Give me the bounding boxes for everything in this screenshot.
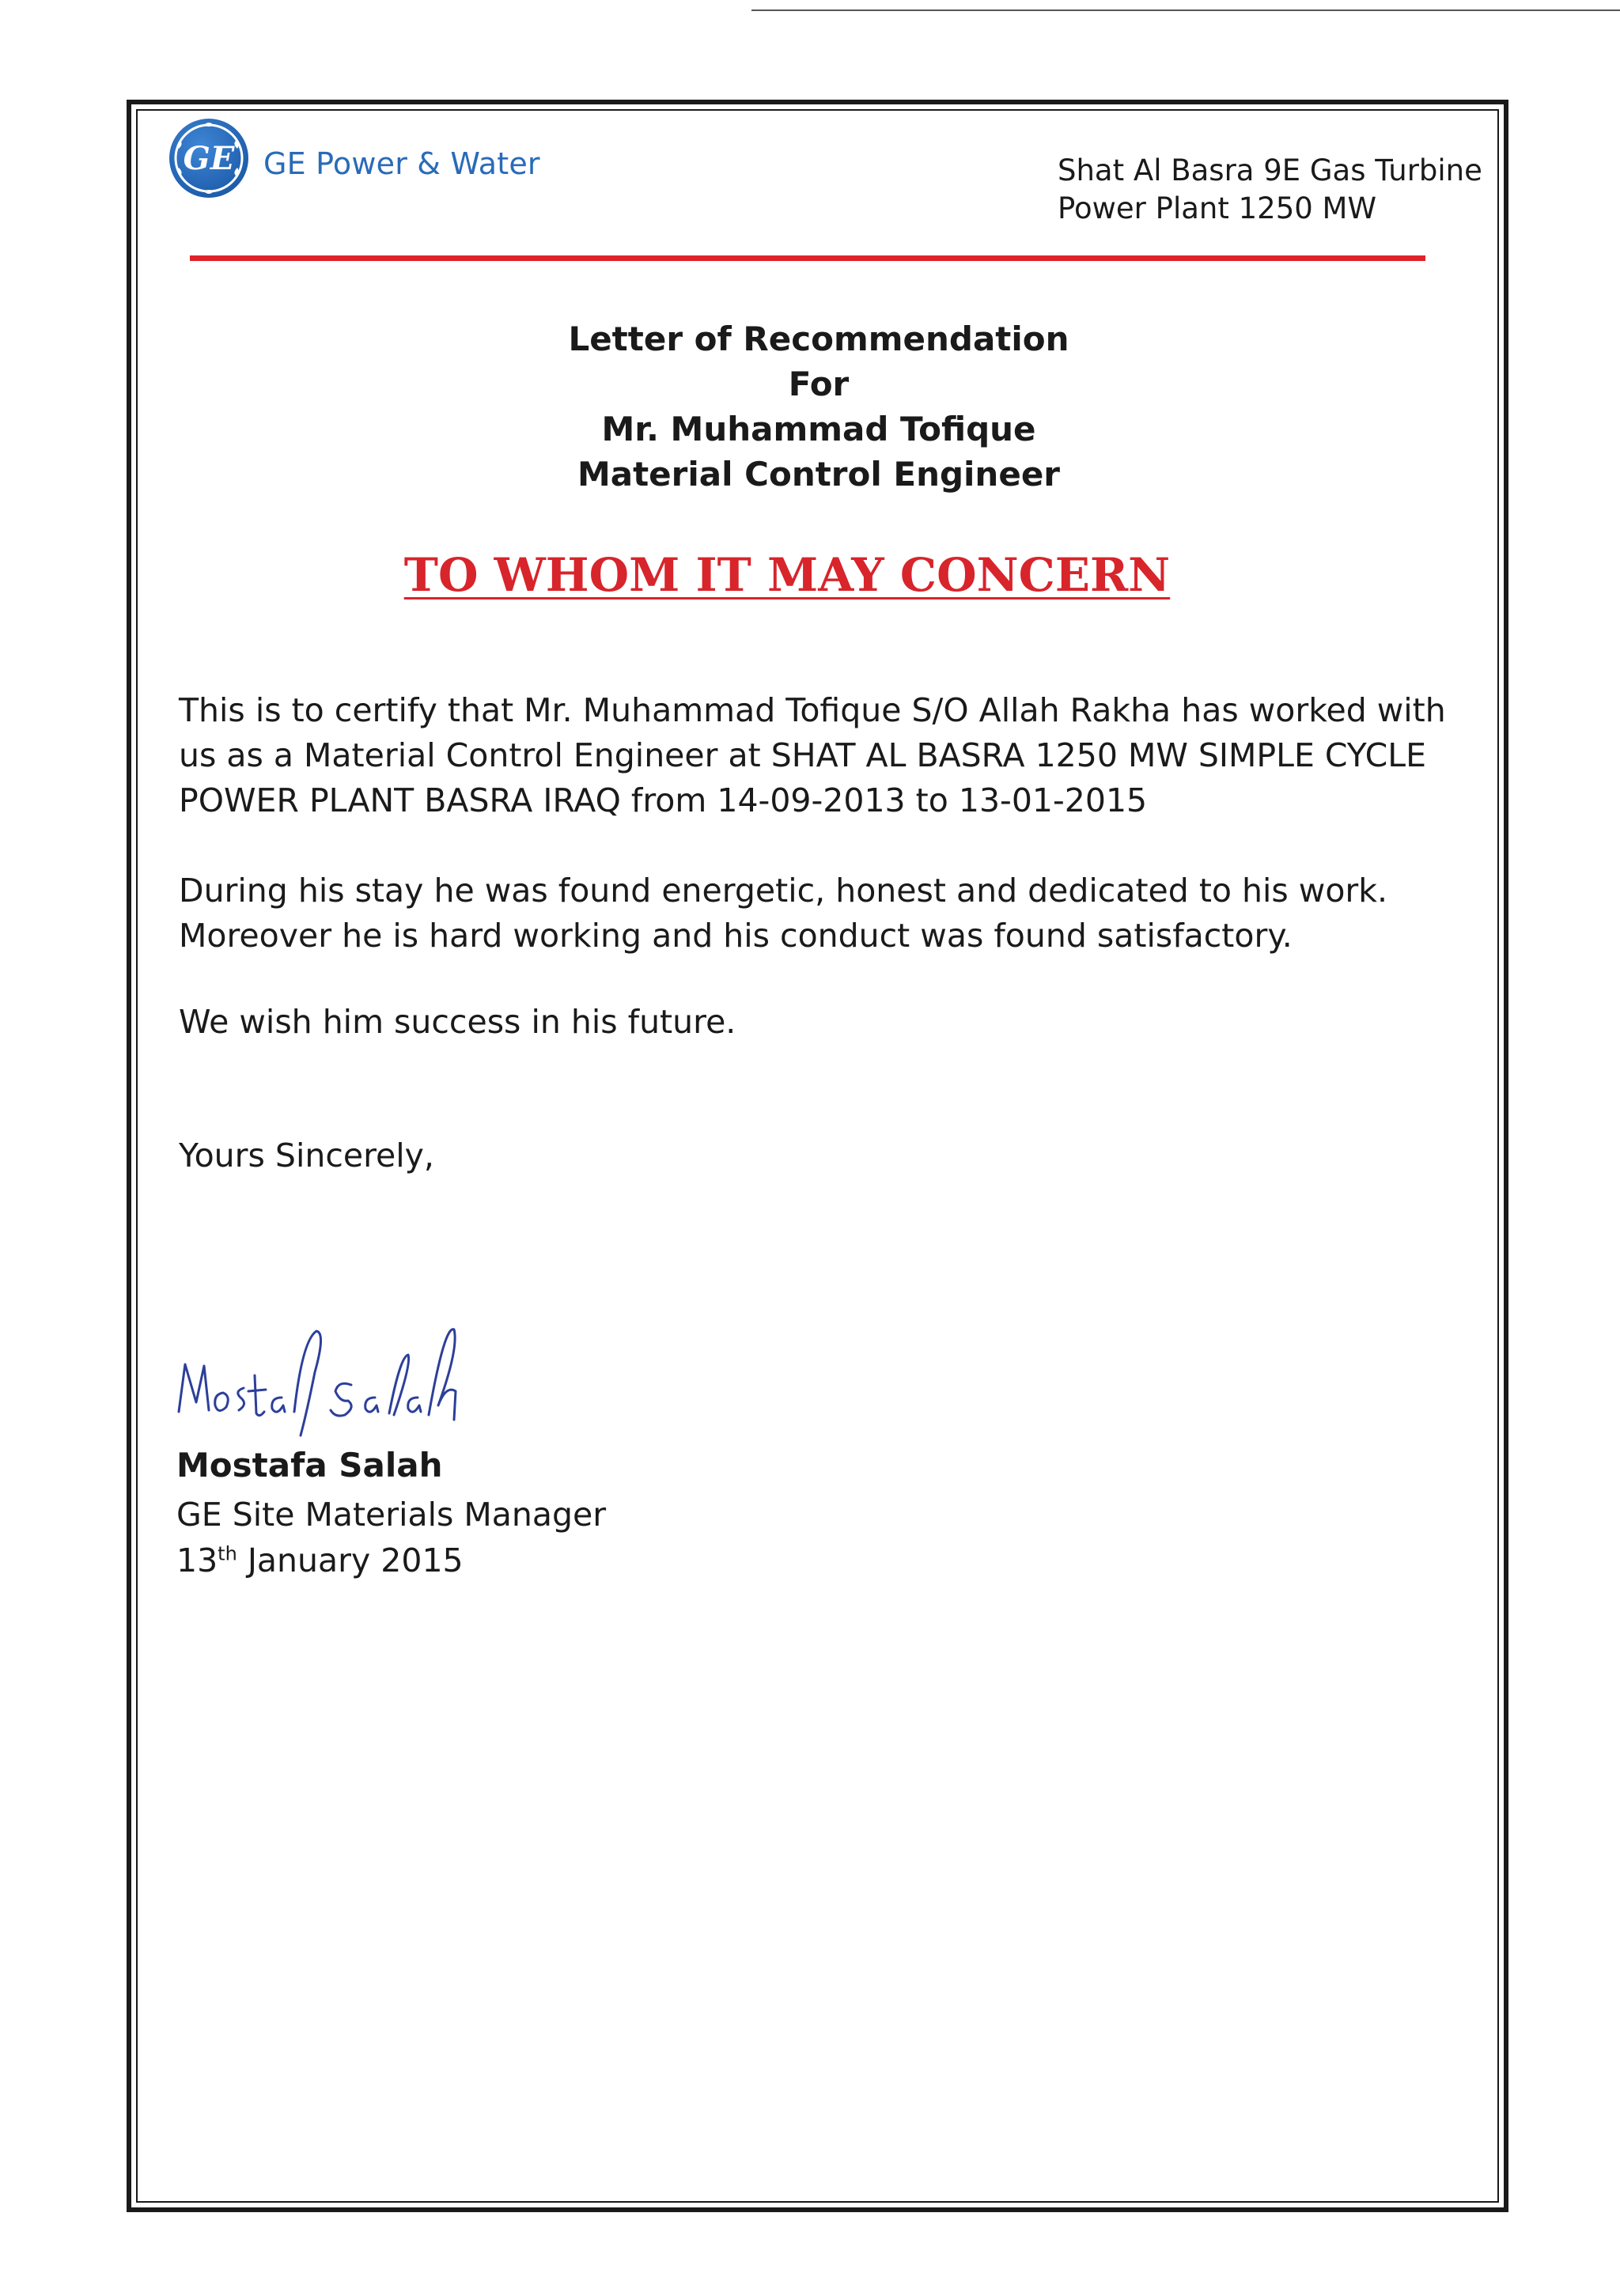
scan-edge-line — [751, 9, 1620, 11]
closing-line: Yours Sincerely, — [179, 1137, 434, 1174]
concern-heading: TO WHOM IT MAY CONCERN — [403, 548, 1171, 602]
site-name-line1: Shat Al Basra 9E Gas Turbine — [1058, 153, 1482, 187]
title-line-1: Letter of Recommendation — [568, 320, 1069, 358]
date-month-year: January 2015 — [237, 1541, 464, 1579]
site-name-line2: Power Plant 1250 MW — [1058, 191, 1377, 225]
ge-logo-icon — [168, 117, 250, 199]
p1-line-3: POWER PLANT BASRA IRAQ from 14-09-2013 to 13-01-2015 — [179, 781, 1148, 819]
p1-line-1: This is to certify that Mr. Muhammad Tofique S/O Allah Rakha has worked with — [179, 691, 1446, 729]
date-day: 13 — [176, 1541, 218, 1579]
header-divider — [190, 255, 1425, 261]
svg-text:GE: GE — [183, 140, 235, 177]
signatory-name: Mostafa Salah — [176, 1446, 443, 1485]
title-line-2: For — [788, 365, 850, 403]
date-suffix: th — [218, 1542, 237, 1565]
handwritten-signature — [168, 1309, 516, 1455]
p1-line-2: us as a Material Control Engineer at SHAT AL BASRA 1250 MW SIMPLE CYCLE — [179, 736, 1426, 774]
p2-line-1: During his stay he was found energetic, honest and dedicated to his work. — [179, 872, 1388, 910]
body-paragraph-1 — [179, 688, 1460, 823]
body-paragraph-2 — [179, 868, 1460, 959]
title-line-3: Mr. Muhammad Tofique — [601, 410, 1036, 448]
title-line-4: Material Control Engineer — [577, 455, 1061, 494]
signatory-role: GE Site Materials Manager — [176, 1496, 607, 1534]
site-name — [1058, 152, 1482, 228]
letter-date — [176, 1538, 464, 1583]
p2-line-2: Moreover he is hard working and his conduct was found satisfactory. — [179, 917, 1293, 955]
body-paragraph-3: We wish him success in his future. — [179, 1003, 736, 1041]
letter-title — [411, 316, 1226, 497]
company-name: GE Power & Water — [263, 146, 540, 181]
